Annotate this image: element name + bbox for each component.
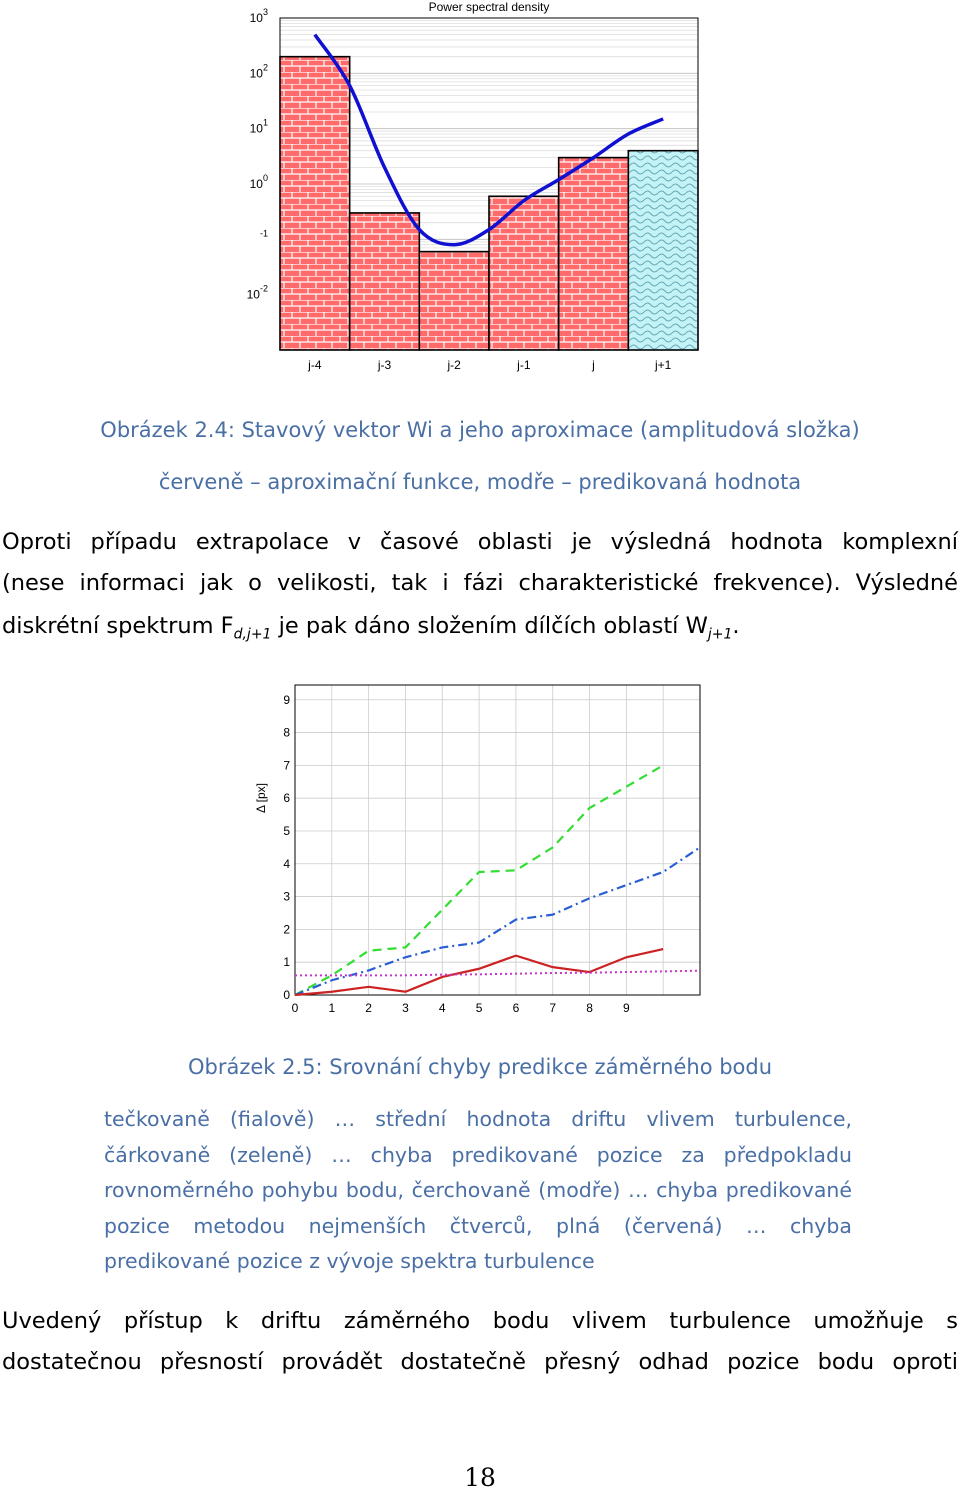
paragraph2-line2: dostatečnou přesností provádět dostatečně přesný odhad pozice bodu oproti <box>2 1349 958 1375</box>
paragraph2-line1: Uvedený přístup k driftu záměrného bodu vlivem turbulence umožňuje s <box>2 1308 958 1334</box>
psd-chart <box>0 0 960 380</box>
error-ytick-label: 9 <box>283 692 290 707</box>
figure2-caption-line4: pozice metodou nejmenších čtverců, plná (červená) … chyba <box>104 1213 852 1238</box>
error-ytick-label: 1 <box>283 955 290 970</box>
error-xtick-label: 6 <box>512 1001 520 1015</box>
figure2-caption-line3: rovnoměrného pohybu bodu, čerchovaně (modře) … chyba predikované <box>104 1178 852 1202</box>
psd-ytick-label: $10^1$ <box>249 117 268 136</box>
error-series-dashdot <box>295 847 700 995</box>
paragraph1-line2: (nese informaci jak o velikosti, tak i fázi charakteristické frekvence). Výsledné <box>2 570 958 596</box>
error-xtick-label: 8 <box>586 1001 593 1015</box>
page-number: 18 <box>464 1463 496 1492</box>
psd-bar <box>350 213 420 350</box>
figure2-caption-line2: čárkovaně (zeleně) … chyba predikované pozice za předpokladu <box>104 1142 852 1167</box>
paragraph1-line1: Oproti případu extrapolace v časové oblasti je výsledná hodnota komplexní <box>2 529 958 555</box>
error-ytick-label: 5 <box>283 823 290 838</box>
error-ytick-label: 3 <box>283 889 290 904</box>
error-chart <box>0 668 960 1028</box>
figure2-caption-line5: predikované pozice z vývoje spektra turbulence <box>104 1249 595 1273</box>
psd-xtick-label: j-2 <box>447 358 461 372</box>
error-xtick-label: 5 <box>475 1001 483 1015</box>
psd-bar <box>280 57 350 350</box>
psd-ytick-label: $10^3$ <box>249 7 268 25</box>
psd-bar <box>559 158 629 350</box>
psd-title: Power spectral density <box>428 0 550 14</box>
psd-bar <box>419 252 489 350</box>
psd-ytick-label: $10^{-2}$ <box>246 283 268 302</box>
error-ytick-label: 2 <box>283 922 290 937</box>
error-xtick-label: 0 <box>291 1001 299 1015</box>
psd-xtick-label: j <box>592 358 595 372</box>
error-xtick-label: 4 <box>438 1001 446 1015</box>
psd-xtick-label: j+1 <box>654 358 672 372</box>
psd-ytick-label: $10^2$ <box>249 62 268 81</box>
error-ytick-label: 8 <box>283 725 290 740</box>
figure2-caption-line1: tečkovaně (fialově) … střední hodnota driftu vlivem turbulence, <box>104 1107 852 1131</box>
figure2-caption-body <box>104 1102 852 1280</box>
figure2-caption-title: Obrázek 2.5: Srovnání chyby predikce záměrného bodu <box>187 1055 773 1079</box>
figure1-caption-line2: červeně – aproximační funkce, modře – predikovaná hodnota <box>158 470 802 494</box>
error-xtick-label: 9 <box>623 1001 630 1015</box>
figure1-caption-line1: Obrázek 2.4: Stavový vektor Wi a jeho aproximace (amplitudová složka) <box>100 418 860 442</box>
psd-xtick-label: j-1 <box>517 358 531 372</box>
error-ylabel: Δ [px] <box>254 782 268 814</box>
error-xtick-label: 7 <box>549 1001 557 1015</box>
psd-xtick-label: j-3 <box>377 358 392 372</box>
paragraph1-line3: diskrétní spektrum $F_{d,j+1}$ je pak dáno složením dílčích oblastí $W_{j+1}$. <box>2 613 740 643</box>
error-ytick-label: 6 <box>283 791 290 806</box>
error-xtick-label: 1 <box>328 1001 336 1015</box>
error-xtick-label: 2 <box>365 1001 372 1015</box>
psd-bar <box>628 151 698 350</box>
error-xtick-label: 3 <box>402 1001 409 1015</box>
psd-ytick-label: $10^0$ <box>249 173 268 191</box>
error-ytick-label: 7 <box>283 758 290 773</box>
error-ytick-label: 4 <box>283 856 290 871</box>
psd-xtick-label: j-4 <box>308 358 322 372</box>
error-ytick-label: 0 <box>283 988 290 1002</box>
psd-ytick-label: -1 <box>259 228 268 239</box>
error-frame <box>295 685 700 995</box>
